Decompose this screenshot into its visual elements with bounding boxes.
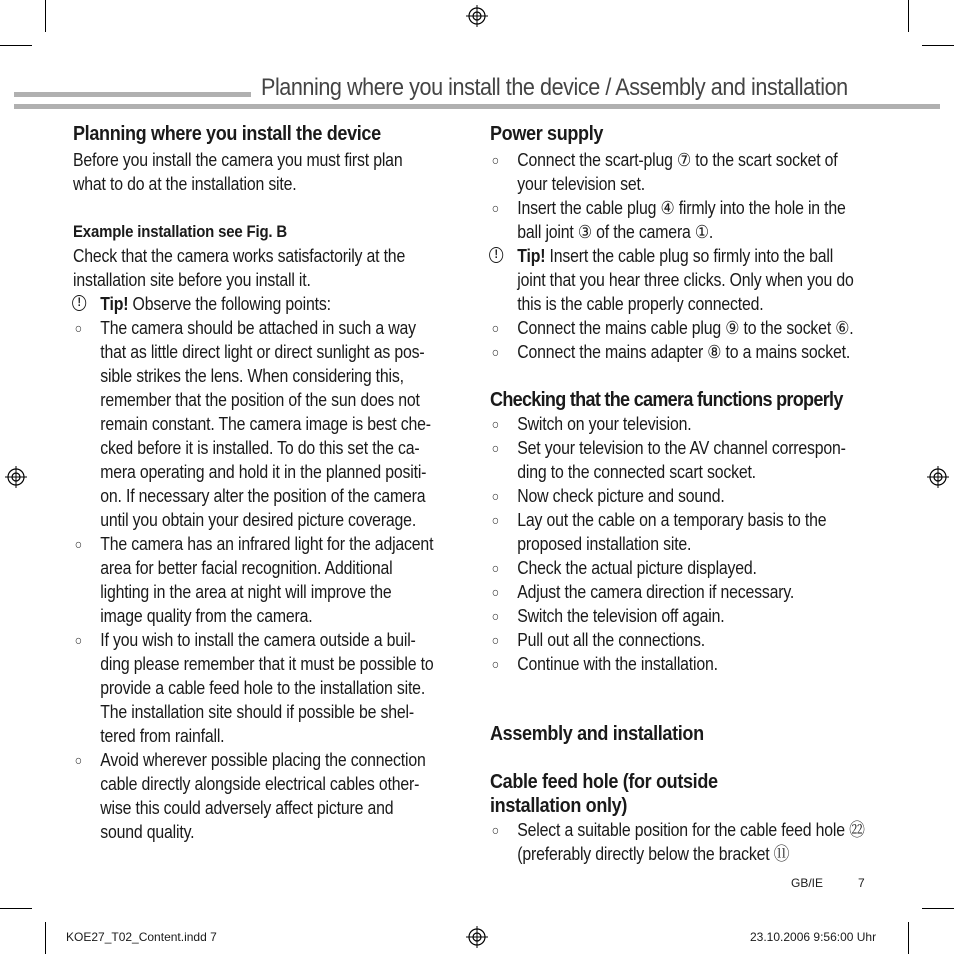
intro-line: what to do at the installation site.: [73, 174, 297, 194]
bullet-circle-icon: ○: [491, 608, 500, 624]
list-item-line: (preferably directly below the bracket ⑪: [517, 844, 790, 864]
crop-mark: [922, 908, 954, 909]
list-item: [73, 532, 487, 628]
list-item-line: Connect the mains cable plug ⑨ to the socket ⑥.: [517, 318, 854, 338]
crop-mark: [908, 0, 909, 32]
example-heading: Example installation see Fig. B: [73, 222, 288, 241]
list-item-line: Continue with the installation.: [517, 654, 718, 674]
check-heading: Checking that the camera functions properly: [490, 388, 843, 411]
list-item-line: The installation site should if possible be shel-: [100, 702, 414, 722]
page-number: 7: [858, 876, 865, 890]
power-bullet-list: [490, 148, 886, 244]
list-item: [490, 508, 886, 556]
bullet-circle-icon: ○: [74, 632, 83, 648]
list-item: [73, 628, 487, 748]
assembly-heading: Assembly and installation: [490, 722, 704, 745]
bullet-circle-icon: ○: [491, 344, 500, 360]
bullet-circle-icon: ○: [491, 656, 500, 672]
list-item-line: Connect the mains adapter ⑧ to a mains socket.: [517, 342, 851, 362]
bullet-circle-icon: ○: [491, 200, 500, 216]
page-title: Planning where you install the device / Assembly and installation: [261, 74, 848, 101]
list-item-line: tered from rainfall.: [100, 726, 225, 746]
list-item: [490, 340, 886, 364]
bullet-circle-icon: ○: [491, 416, 500, 432]
list-item: [490, 484, 886, 508]
list-item-line: ding please remember that it must be possible to: [100, 654, 434, 674]
list-item-line: The camera should be attached in such a way: [100, 318, 416, 338]
list-item-line: Switch on your television.: [517, 414, 692, 434]
list-item-line: that as little direct light or direct sunlight as pos-: [100, 342, 425, 362]
list-item: [490, 556, 886, 580]
list-item-line: lighting in the area at night will improve the: [100, 582, 392, 602]
right-column: [490, 120, 890, 866]
check-line: installation site before you install it.: [73, 270, 311, 290]
left-bullet-list: [73, 316, 487, 844]
exclamation-icon: !: [72, 295, 86, 311]
list-item-line: wise this could adversely affect picture and: [100, 798, 394, 818]
list-item-line: Lay out the cable on a temporary basis to the: [517, 510, 827, 530]
list-item-line: Now check picture and sound.: [517, 486, 725, 506]
list-item-line: Adjust the camera direction if necessary.: [517, 582, 795, 602]
list-item: [73, 316, 487, 532]
list-item: [490, 580, 886, 604]
bullet-circle-icon: ○: [74, 536, 83, 552]
list-item-line: Switch the television off again.: [517, 606, 725, 626]
bullet-circle-icon: ○: [491, 488, 500, 504]
header-rule: [14, 104, 940, 109]
tip-text: Insert the cable plug so firmly into the ball: [545, 246, 834, 266]
cable-heading: Cable feed hole (for outside: [490, 770, 718, 793]
list-item-line: image quality from the camera.: [100, 606, 313, 626]
bullet-circle-icon: ○: [491, 512, 500, 528]
list-item-line: Select a suitable position for the cable feed hole ㉒: [517, 820, 865, 840]
crop-mark: [0, 45, 32, 46]
crop-mark: [45, 0, 46, 32]
list-item: [490, 652, 886, 676]
tip-text: Observe the following points:: [128, 294, 331, 314]
list-item: [490, 436, 886, 484]
list-item: [490, 316, 886, 340]
list-item: [490, 628, 886, 652]
bullet-circle-icon: ○: [74, 752, 83, 768]
list-item-line: sible strikes the lens. When considering this,: [100, 366, 404, 386]
list-item-line: Set your television to the AV channel correspon-: [517, 438, 846, 458]
list-item-line: Connect the scart-plug ⑦ to the scart socket of: [517, 150, 838, 170]
tip-note: [490, 244, 886, 316]
print-timestamp: 23.10.2006 9:56:00 Uhr: [750, 930, 877, 944]
crop-mark: [0, 908, 32, 909]
list-item: [490, 412, 886, 436]
power-bullet-list: [490, 316, 886, 364]
crop-mark: [922, 45, 954, 46]
tip-text: this is the cable properly connected.: [517, 294, 764, 314]
bullet-circle-icon: ○: [491, 560, 500, 576]
bullet-circle-icon: ○: [74, 320, 83, 336]
list-item-line: remain constant. The camera image is best che-: [100, 414, 431, 434]
list-item-line: mera operating and hold it in the planned positi-: [100, 462, 427, 482]
list-item-line: Check the actual picture displayed.: [517, 558, 757, 578]
power-heading: Power supply: [490, 122, 604, 145]
left-column: [73, 120, 493, 844]
registration-mark-icon: [927, 466, 949, 488]
tip-text: joint that you hear three clicks. Only when you do: [517, 270, 854, 290]
crop-mark: [45, 922, 46, 954]
cable-bullet-list: [490, 818, 886, 866]
tip-label: Tip!: [100, 294, 129, 314]
list-item-line: proposed installation site.: [517, 534, 692, 554]
list-item-line: your television set.: [517, 174, 645, 194]
bullet-circle-icon: ○: [491, 584, 500, 600]
tip-label: Tip!: [517, 246, 546, 266]
left-heading: Planning where you install the device: [73, 122, 381, 145]
list-item-line: Insert the cable plug ④ firmly into the hole in the: [517, 198, 846, 218]
region-label: GB/IE: [791, 876, 824, 890]
list-item-line: Avoid wherever possible placing the connection: [100, 750, 426, 770]
registration-mark-icon: [5, 466, 27, 488]
registration-mark-icon: [466, 5, 488, 27]
registration-mark-icon: [466, 926, 488, 948]
check-bullet-list: [490, 412, 886, 676]
list-item-line: sound quality.: [100, 822, 195, 842]
tip-note: [73, 292, 487, 316]
cable-heading: installation only): [490, 794, 627, 817]
list-item-line: on. If necessary alter the position of the camera: [100, 486, 426, 506]
list-item-line: area for better facial recognition. Additional: [100, 558, 393, 578]
bullet-circle-icon: ○: [491, 152, 500, 168]
bullet-circle-icon: ○: [491, 440, 500, 456]
list-item-line: If you wish to install the camera outside a buil-: [100, 630, 416, 650]
list-item-line: cked before it is installed. To do this set the ca-: [100, 438, 420, 458]
list-item-line: ball joint ③ of the camera ①.: [517, 222, 714, 242]
list-item-line: until you obtain your desired picture coverage.: [100, 510, 417, 530]
list-item-line: The camera has an infrared light for the adjacent: [100, 534, 434, 554]
header-bar-left: [14, 92, 251, 97]
check-line: Check that the camera works satisfactorily at the: [73, 246, 406, 266]
list-item: [490, 148, 886, 196]
list-item: [490, 196, 886, 244]
list-item-line: Pull out all the connections.: [517, 630, 706, 650]
crop-mark: [908, 922, 909, 954]
list-item: [73, 748, 487, 844]
bullet-circle-icon: ○: [491, 822, 500, 838]
bullet-circle-icon: ○: [491, 632, 500, 648]
list-item-line: ding to the connected scart socket.: [517, 462, 756, 482]
exclamation-icon: !: [489, 247, 503, 263]
list-item-line: cable directly alongside electrical cables other-: [100, 774, 420, 794]
list-item-line: provide a cable feed hole to the installation site.: [100, 678, 426, 698]
bullet-circle-icon: ○: [491, 320, 500, 336]
list-item: [490, 818, 886, 866]
list-item-line: remember that the position of the sun does not: [100, 390, 420, 410]
file-slug: KOE27_T02_Content.indd 7: [66, 930, 217, 944]
intro-line: Before you install the camera you must first plan: [73, 150, 403, 170]
list-item: [490, 604, 886, 628]
